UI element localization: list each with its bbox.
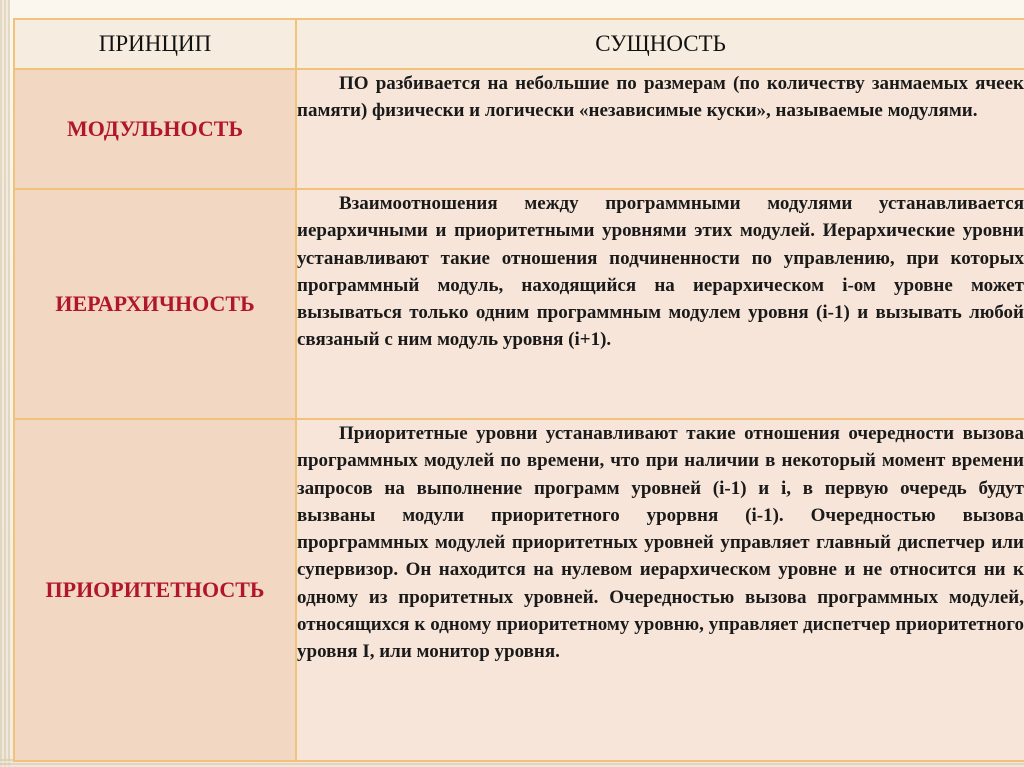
table-row [14, 419, 1024, 761]
essence-cell [296, 419, 1024, 761]
header-essence: СУЩНОСТЬ [296, 19, 1024, 69]
principles-table [13, 18, 1024, 762]
slide-left-edge [0, 0, 10, 767]
essence-cell [296, 189, 1024, 419]
principle-modularity: МОДУЛЬНОСТЬ [14, 69, 296, 189]
essence-cell [296, 69, 1024, 189]
table-row [14, 189, 1024, 419]
header-principle: ПРИНЦИП [14, 19, 296, 69]
table-row [14, 69, 1024, 189]
essence-modularity: ПО разбивается на небольшие по размерам (по количеству занмаемых ячеек памяти) физически и логически «независимые куски», называемые модулями. [297, 73, 1024, 122]
essence-hierarchy: Взаимоотношения между программными модулями устанавливается иерархичными и приоритетными уровнями этих модулей. Иерархические уровни устанавливают такие отношения подчиненности по управлению, при которых программный модуль, находящийся на иерархическом i-ом уровне может вызываться только одним программным модулем уровня (i-1) и вызывать любой связаный с ним модуль уровня (i+1). [297, 193, 1024, 351]
essence-priority: Приоритетные уровни устанавливают такие отношения очередности вызова программных модулей по времени, что при наличии в некоторый момент времени запросов на выполнение программ уровней (i-1) и i, в первую очередь будут вызваны модули приоритетного урорвня (i-1). Очередностью вызова прорграммных модулей приоритетных уровней управляет главный диспетчер или супервизор. Он находится на нулевом иерархическом уровне и не относится ни к одному из проритетных уровней. Очередностью вызова программных модулей, относящихся к одному приоритетному уровню, управляет диспетчер приоритетного уровня I, или монитор уровня. [297, 423, 1024, 663]
principle-priority: ПРИОРИТЕТНОСТЬ [14, 419, 296, 761]
principle-hierarchy: ИЕРАРХИЧНОСТЬ [14, 189, 296, 419]
table-header-row [14, 19, 1024, 69]
